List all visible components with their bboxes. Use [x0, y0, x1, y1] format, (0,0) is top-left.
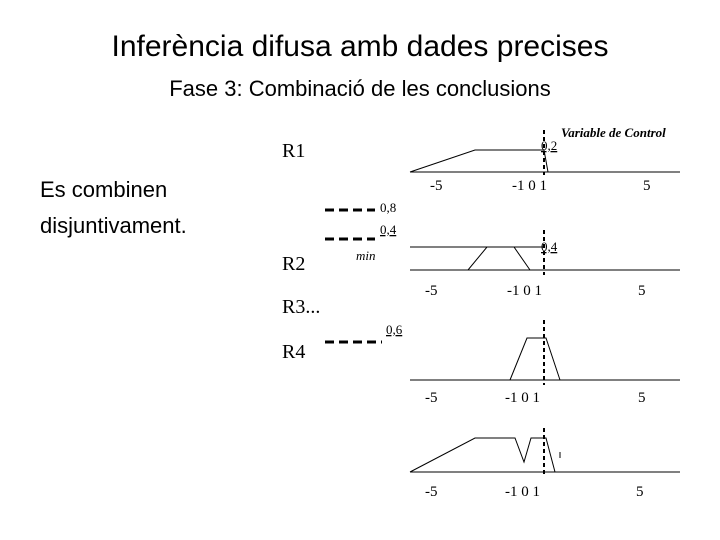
value-label-0-2: 0,2: [541, 138, 558, 153]
value-label-0-4: 0,4: [380, 222, 397, 237]
tick-label-neg5: -5: [425, 484, 438, 500]
tick-label-pos5: 5: [643, 178, 651, 194]
slide-subtitle: Fase 3: Combinació de les conclusions: [169, 76, 551, 101]
panel-combined: [410, 428, 680, 500]
slide-title: Inferència difusa amb dades precises: [111, 30, 609, 63]
tick-label-center: -1 0 1: [512, 178, 547, 194]
tick-label-neg5: -5: [425, 283, 438, 299]
rule-label-r4: R4: [282, 341, 306, 363]
rule-label-r2: R2: [282, 253, 306, 275]
tick-label-center: -1 0 1: [505, 484, 540, 500]
tick-label-center: -1 0 1: [507, 283, 542, 299]
panel-r1: [410, 125, 680, 194]
panel-r2: [410, 230, 680, 299]
tick-label-pos5: 5: [638, 283, 646, 299]
tick-label-neg5: -5: [425, 390, 438, 406]
variable-de-control-label: Variable de Control: [561, 125, 666, 140]
body-text-line-2: disjuntivament.: [40, 213, 187, 238]
tick-label-neg5: -5: [430, 178, 443, 194]
rule-label-r3: R3...: [282, 296, 321, 318]
value-label-0-6: 0,6: [386, 322, 403, 337]
tick-label-center: -1 0 1: [505, 390, 540, 406]
value-label-0-8: 0,8: [380, 200, 397, 215]
panel-r4: [410, 320, 680, 406]
tick-label-pos5: 5: [636, 484, 644, 500]
tick-label-pos5: 5: [638, 390, 646, 406]
min-label: min: [356, 248, 376, 263]
body-text-line-1: Es combinen: [40, 177, 168, 202]
rule-label-r1: R1: [282, 140, 306, 162]
value-label-0-4-second: 0,4: [541, 239, 558, 254]
